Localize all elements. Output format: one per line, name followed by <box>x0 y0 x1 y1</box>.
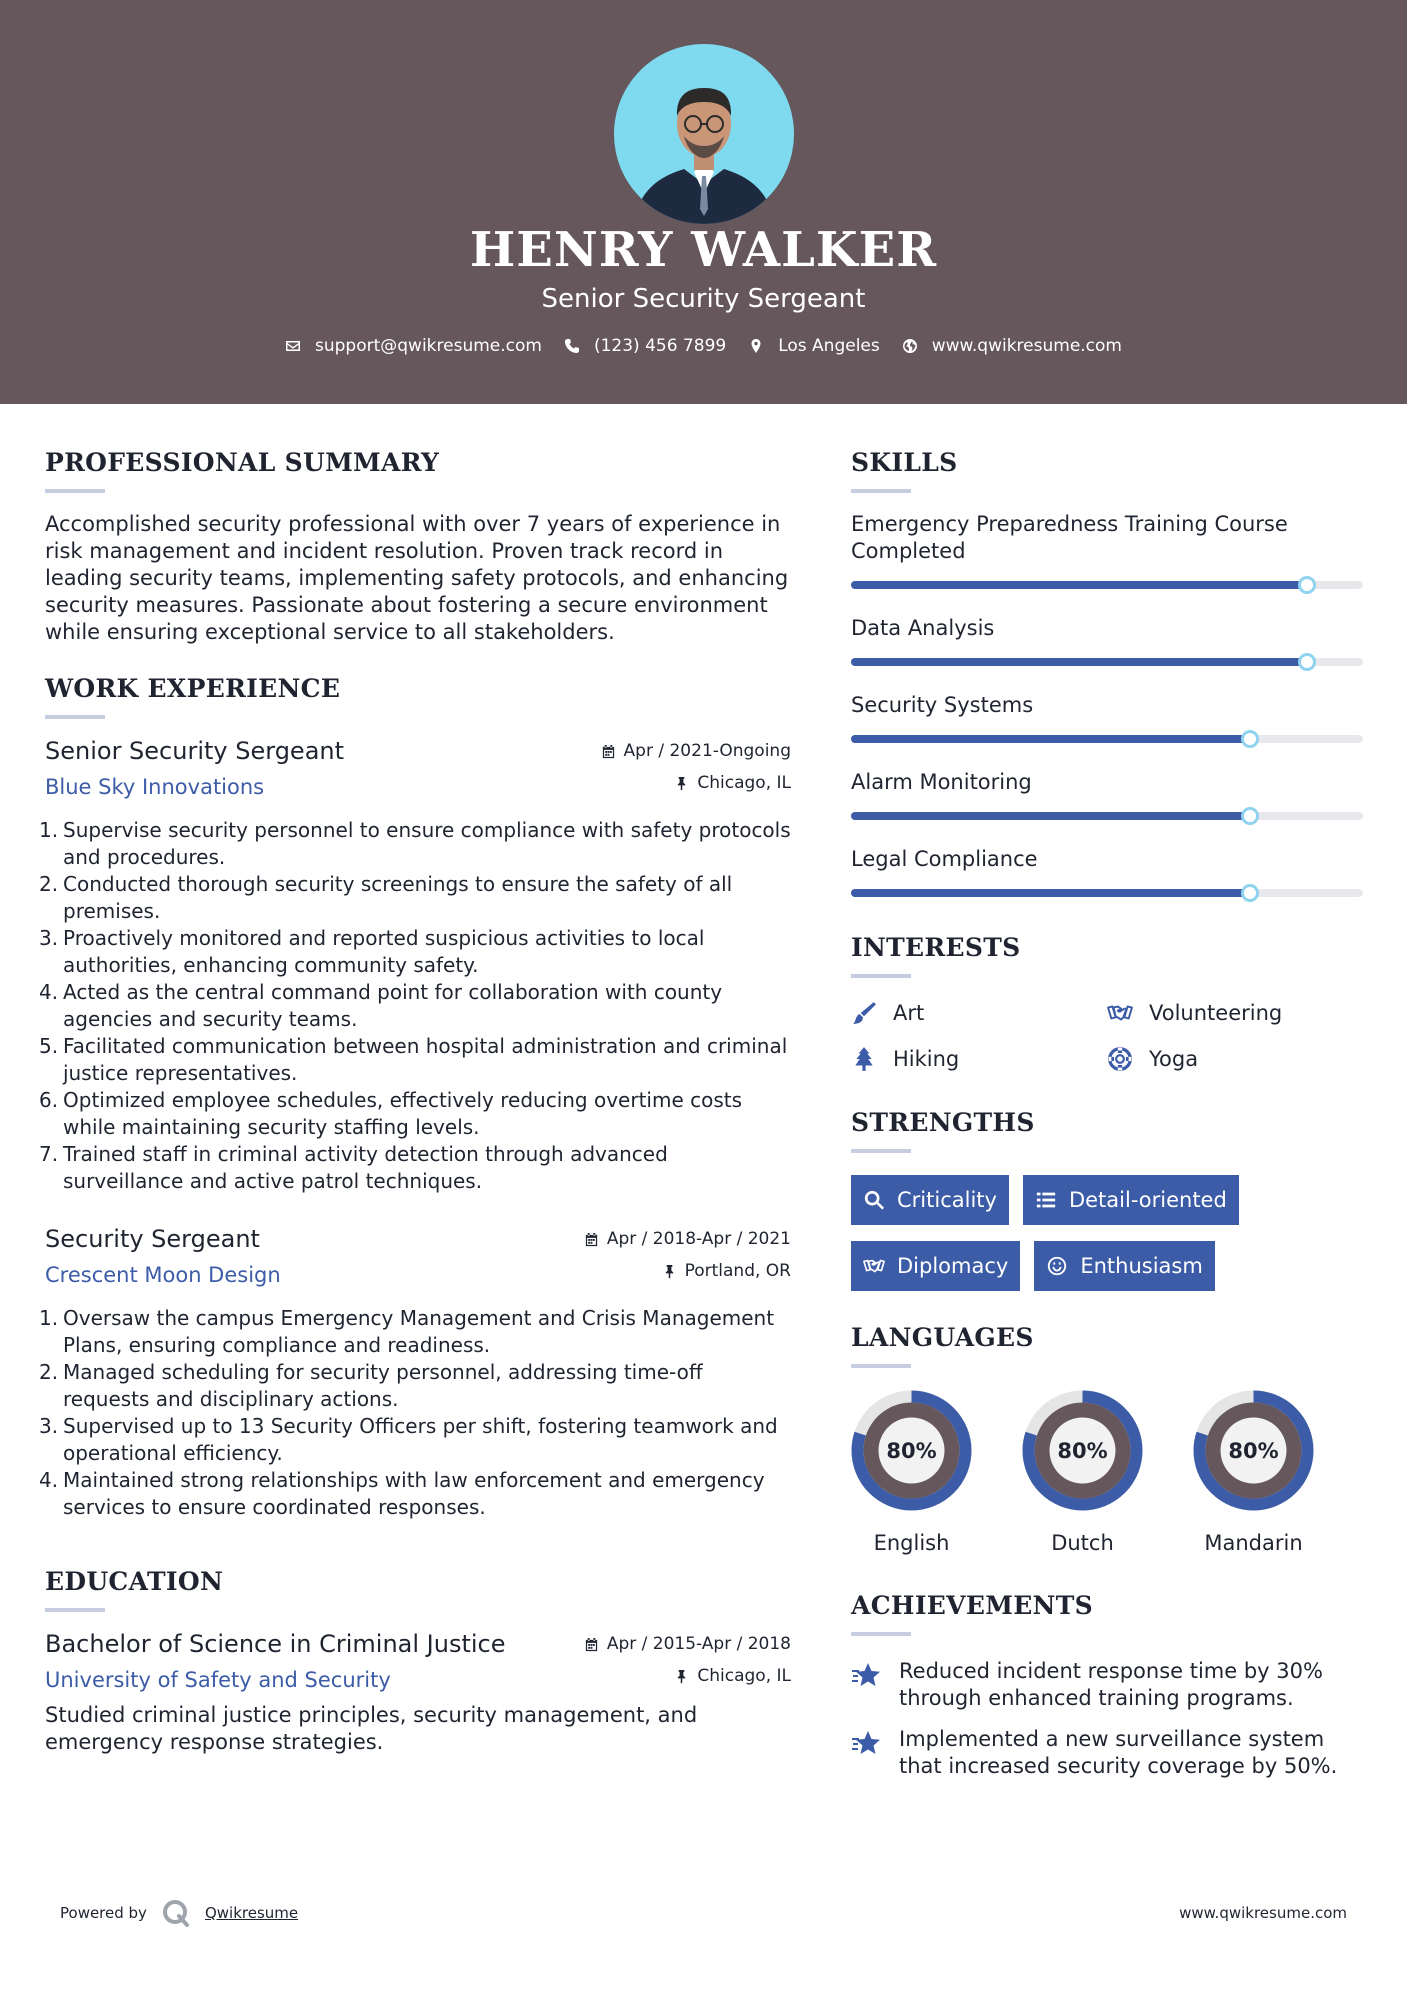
education-section <box>45 1567 791 1756</box>
profile-photo <box>614 44 794 224</box>
job-company: Crescent Moon Design <box>45 1263 281 1287</box>
location-text: Los Angeles <box>778 336 880 356</box>
achievement-item <box>851 1658 1363 1712</box>
skills-heading: SKILLS <box>851 448 958 477</box>
language-percent: 80% <box>1228 1438 1279 1463</box>
skill-name: Emergency Preparedness Training Course Completed <box>851 512 1288 563</box>
strength-label: Criticality <box>897 1188 997 1212</box>
handshake-icon <box>1107 1000 1133 1026</box>
skill-item <box>851 846 1363 897</box>
section-divider <box>851 974 911 978</box>
contact-bar <box>0 336 1407 356</box>
language-name: English <box>873 1531 950 1555</box>
tree-icon <box>851 1046 877 1072</box>
job-location <box>662 1261 791 1281</box>
job-location-text: Portland, OR <box>684 1261 791 1281</box>
calendar-icon <box>601 744 616 759</box>
skill-bar-fill <box>851 812 1250 820</box>
brand-link[interactable]: Qwikresume <box>204 1904 299 1922</box>
skill-item <box>851 692 1363 743</box>
skill-item <box>851 769 1363 820</box>
pushpin-icon <box>674 1669 689 1684</box>
job-entry <box>45 737 791 1195</box>
interests-section <box>851 933 1363 1072</box>
skill-name: Legal Compliance <box>851 847 1038 871</box>
duty-item: Optimized employee schedules, effectively reducing overtime costs while maintaining security staffing levels. <box>63 1088 743 1139</box>
interest-label: Art <box>893 1001 925 1025</box>
skill-bar-fill <box>851 735 1250 743</box>
skill-item <box>851 615 1363 666</box>
globe-icon <box>902 338 918 354</box>
interest-label: Hiking <box>893 1047 960 1071</box>
education-heading: EDUCATION <box>45 1567 224 1596</box>
interest-label: Volunteering <box>1149 1001 1283 1025</box>
language-item <box>1022 1390 1143 1555</box>
contact-email[interactable] <box>285 336 542 356</box>
education-dates-text: Apr / 2015-Apr / 2018 <box>606 1634 791 1654</box>
skill-bar-knob <box>1241 884 1259 902</box>
smile-icon <box>1046 1255 1068 1277</box>
strength-chip <box>1023 1175 1239 1225</box>
star-icon <box>851 1728 881 1758</box>
job-duties <box>45 817 791 1195</box>
skill-name: Security Systems <box>851 693 1034 717</box>
achievement-text: Reduced incident response time by 30% through enhanced training programs. <box>899 1659 1323 1710</box>
skills-list <box>851 511 1363 897</box>
qwikresume-logo-icon <box>161 1898 191 1928</box>
pushpin-icon <box>662 1264 677 1279</box>
interests-list <box>851 1000 1363 1072</box>
skill-item <box>851 511 1363 589</box>
duty-item: Conducted thorough security screenings to ensure the safety of all premises. <box>63 872 733 923</box>
job-title: Senior Security Sergeant <box>45 737 345 765</box>
envelope-icon <box>285 338 301 354</box>
achievement-text: Implemented a new surveillance system that increased security coverage by 50%. <box>899 1727 1338 1778</box>
strength-chip <box>851 1241 1020 1291</box>
section-divider <box>45 1608 105 1612</box>
skill-bar <box>851 658 1363 666</box>
strength-chip <box>1034 1241 1214 1291</box>
summary-line: leading security teams, implementing safety protocols, and enhancing <box>45 566 789 590</box>
section-divider <box>851 1364 911 1368</box>
left-column <box>45 448 791 1756</box>
strength-chip <box>851 1175 1009 1225</box>
education-entry <box>45 1630 791 1756</box>
interest-item <box>851 1046 1107 1072</box>
contact-location <box>748 336 880 356</box>
achievements-section <box>851 1591 1363 1780</box>
job-dates <box>601 741 791 761</box>
email-text: support@qwikresume.com <box>315 336 542 356</box>
paintbrush-icon <box>851 1000 877 1026</box>
strengths-list <box>851 1175 1291 1291</box>
footer-branding <box>60 1898 298 1928</box>
job-title: Security Sergeant <box>45 1225 260 1253</box>
strength-label: Enthusiasm <box>1080 1254 1203 1278</box>
achievements-heading: ACHIEVEMENTS <box>851 1591 1093 1620</box>
language-ring <box>1022 1390 1143 1511</box>
language-item <box>851 1390 972 1555</box>
job-dates-text: Apr / 2018-Apr / 2021 <box>606 1229 791 1249</box>
summary-line: Accomplished security professional with over 7 years of experience in <box>45 512 781 536</box>
experience-heading: WORK EXPERIENCE <box>45 674 341 703</box>
skill-bar-fill <box>851 889 1250 897</box>
degree-title: Bachelor of Science in Criminal Justice <box>45 1630 506 1658</box>
language-name: Mandarin <box>1204 1531 1303 1555</box>
interest-label: Yoga <box>1149 1047 1199 1071</box>
skill-bar <box>851 889 1363 897</box>
interest-item <box>1107 1000 1363 1026</box>
skill-bar-knob <box>1241 807 1259 825</box>
job-dates <box>584 1229 791 1249</box>
skill-bar-knob <box>1298 653 1316 671</box>
skill-name: Alarm Monitoring <box>851 770 1032 794</box>
duty-item: Acted as the central command point for collaboration with county agencies and security teams. <box>63 980 723 1031</box>
summary-line: security measures. Passionate about fostering a secure environment <box>45 593 768 617</box>
experience-section <box>45 674 791 1521</box>
star-icon <box>851 1660 881 1690</box>
skill-bar <box>851 812 1363 820</box>
calendar-icon <box>584 1637 599 1652</box>
education-location <box>674 1666 791 1686</box>
summary-text <box>45 511 791 646</box>
education-dates <box>584 1634 791 1654</box>
language-item <box>1193 1390 1314 1555</box>
lifering-icon <box>1107 1046 1133 1072</box>
skill-bar <box>851 735 1363 743</box>
job-company: Blue Sky Innovations <box>45 775 265 799</box>
language-name: Dutch <box>1051 1531 1114 1555</box>
school-name: University of Safety and Security <box>45 1668 391 1692</box>
job-location-text: Chicago, IL <box>697 773 791 793</box>
duty-item: Oversaw the campus Emergency Management and Crisis Management Plans, ensuring compliance and readiness. <box>63 1306 775 1357</box>
section-divider <box>45 715 105 719</box>
summary-heading: PROFESSIONAL SUMMARY <box>45 448 440 477</box>
strength-label: Diplomacy <box>897 1254 1009 1278</box>
handshake-icon <box>863 1255 885 1277</box>
job-location <box>674 773 791 793</box>
languages-section <box>851 1323 1363 1555</box>
interests-heading: INTERESTS <box>851 933 1021 962</box>
skills-section <box>851 448 1363 897</box>
interest-item <box>1107 1046 1363 1072</box>
job-duties <box>45 1305 791 1521</box>
skill-bar-fill <box>851 658 1307 666</box>
section-divider <box>45 489 105 493</box>
duty-item: Supervise security personnel to ensure compliance with safety protocols and procedures. <box>63 818 791 869</box>
achievement-item <box>851 1726 1363 1780</box>
duty-item: Maintained strong relationships with law enforcement and emergency services to ensure coordinated responses. <box>63 1468 765 1519</box>
contact-website[interactable] <box>902 336 1122 356</box>
skill-bar-fill <box>851 581 1307 589</box>
language-percent: 80% <box>1057 1438 1108 1463</box>
education-location-text: Chicago, IL <box>697 1666 791 1686</box>
search-icon <box>863 1189 885 1211</box>
strengths-section <box>851 1108 1363 1291</box>
summary-line: risk management and incident resolution. Proven track record in <box>45 539 724 563</box>
skill-bar-knob <box>1298 576 1316 594</box>
phone-icon <box>564 338 580 354</box>
language-percent: 80% <box>886 1438 937 1463</box>
job-entry <box>45 1225 791 1521</box>
education-description: Studied criminal justice principles, security management, and emergency response strategies. <box>45 1703 698 1754</box>
summary-section <box>45 448 791 646</box>
duty-item: Facilitated communication between hospital administration and criminal justice representatives. <box>63 1034 788 1085</box>
calendar-icon <box>584 1232 599 1247</box>
languages-list <box>851 1390 1363 1555</box>
resume-header <box>0 0 1407 404</box>
duty-item: Trained staff in criminal activity detection through advanced surveillance and active patrol techniques. <box>63 1142 668 1193</box>
section-divider <box>851 1149 911 1153</box>
summary-line: while ensuring exceptional service to all stakeholders. <box>45 620 615 644</box>
duty-item: Managed scheduling for security personnel, addressing time-off requests and disciplinary actions. <box>63 1360 703 1411</box>
language-ring <box>1193 1390 1314 1511</box>
right-column <box>851 448 1363 1780</box>
skill-bar <box>851 581 1363 589</box>
skill-name: Data Analysis <box>851 616 995 640</box>
interest-item <box>851 1000 1107 1026</box>
strengths-heading: STRENGTHS <box>851 1108 1035 1137</box>
list-icon <box>1035 1189 1057 1211</box>
phone-text: (123) 456 7899 <box>593 336 727 356</box>
map-pin-icon <box>748 338 764 354</box>
pushpin-icon <box>674 776 689 791</box>
job-dates-text: Apr / 2021-Ongoing <box>623 741 791 761</box>
footer-website[interactable]: www.qwikresume.com <box>1179 1904 1347 1922</box>
duty-item: Proactively monitored and reported suspicious activities to local authorities, enhancing community safety. <box>63 926 705 977</box>
website-text: www.qwikresume.com <box>931 336 1122 356</box>
strength-label: Detail-oriented <box>1068 1188 1227 1212</box>
section-divider <box>851 1632 911 1636</box>
powered-by-text: Powered by <box>60 1904 147 1922</box>
candidate-name: HENRY WALKER <box>469 222 938 278</box>
contact-phone[interactable] <box>564 336 726 356</box>
language-ring <box>851 1390 972 1511</box>
languages-heading: LANGUAGES <box>851 1323 1034 1352</box>
candidate-title: Senior Security Sergeant <box>541 284 866 314</box>
section-divider <box>851 489 911 493</box>
skill-bar-knob <box>1241 730 1259 748</box>
duty-item: Supervised up to 13 Security Officers per shift, fostering teamwork and operational efficiency. <box>63 1414 778 1465</box>
